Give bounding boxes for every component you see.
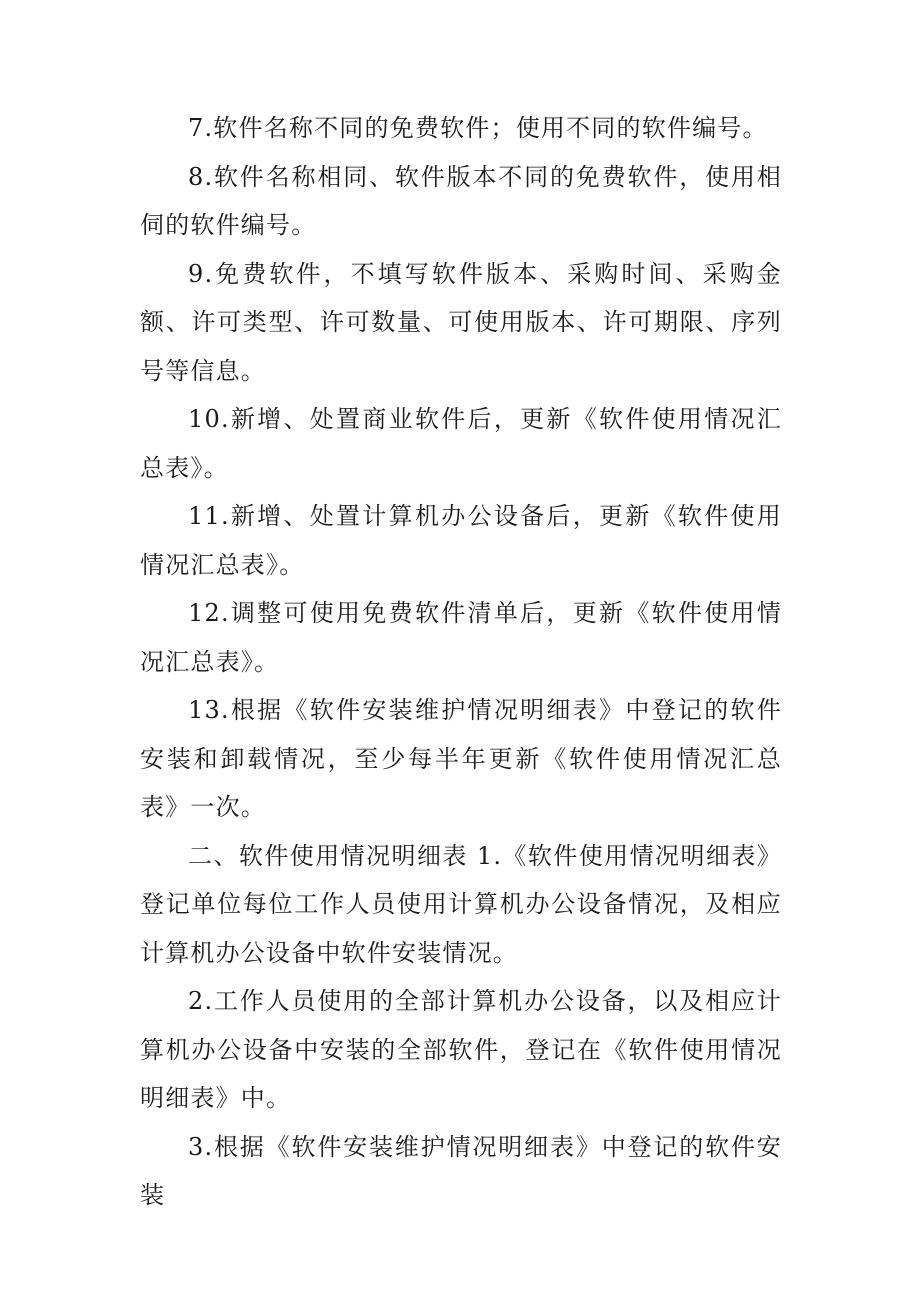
paragraph-item-9: 9.免费软件，不填写软件版本、采购时间、采购金额、许可类型、许可数量、可使用版本、许可期限、序列号等信息。 [140,259,782,385]
paragraph-item-3: 3.根据《软件安装维护情况明细表》中登记的软件安装 [140,1132,782,1209]
paragraph-item-7: 7.软件名称不同的免费软件；使用不同的软件编号。 [188,114,768,142]
paragraph-item-2: 2.工作人员使用的全部计算机办公设备，以及相应计算机办公设备中安装的全部软件，登记在《软件使用情况明细表》中。 [140,987,782,1112]
paragraph-item-10: 10.新增、处置商业软件后，更新《软件使用情况汇总表》。 [140,405,782,482]
paragraph-item-12: 12.调整可使用免费软件清单后，更新《软件使用情况汇总表》。 [140,599,782,676]
document-body [140,104,782,1220]
section-heading-paragraph: 二、软件使用情况明细表 1.《软件使用情况明细表》登记单位每位工作人员使用计算机办公设备情况，及相应计算机办公设备中软件安装情况。 [140,841,782,967]
paragraph-item-8: 8.软件名称相同、软件版本不同的免费软件，使用相伺的软件编号。 [140,162,782,239]
paragraph-item-11: 11.新增、处置计算机办公设备后，更新《软件使用情况汇总表》。 [140,502,782,579]
paragraph-item-13: 13.根据《软件安装维护情况明细表》中登记的软件安装和卸载情况，至少每半年更新《软件使用情况汇总表》一次。 [140,696,782,821]
